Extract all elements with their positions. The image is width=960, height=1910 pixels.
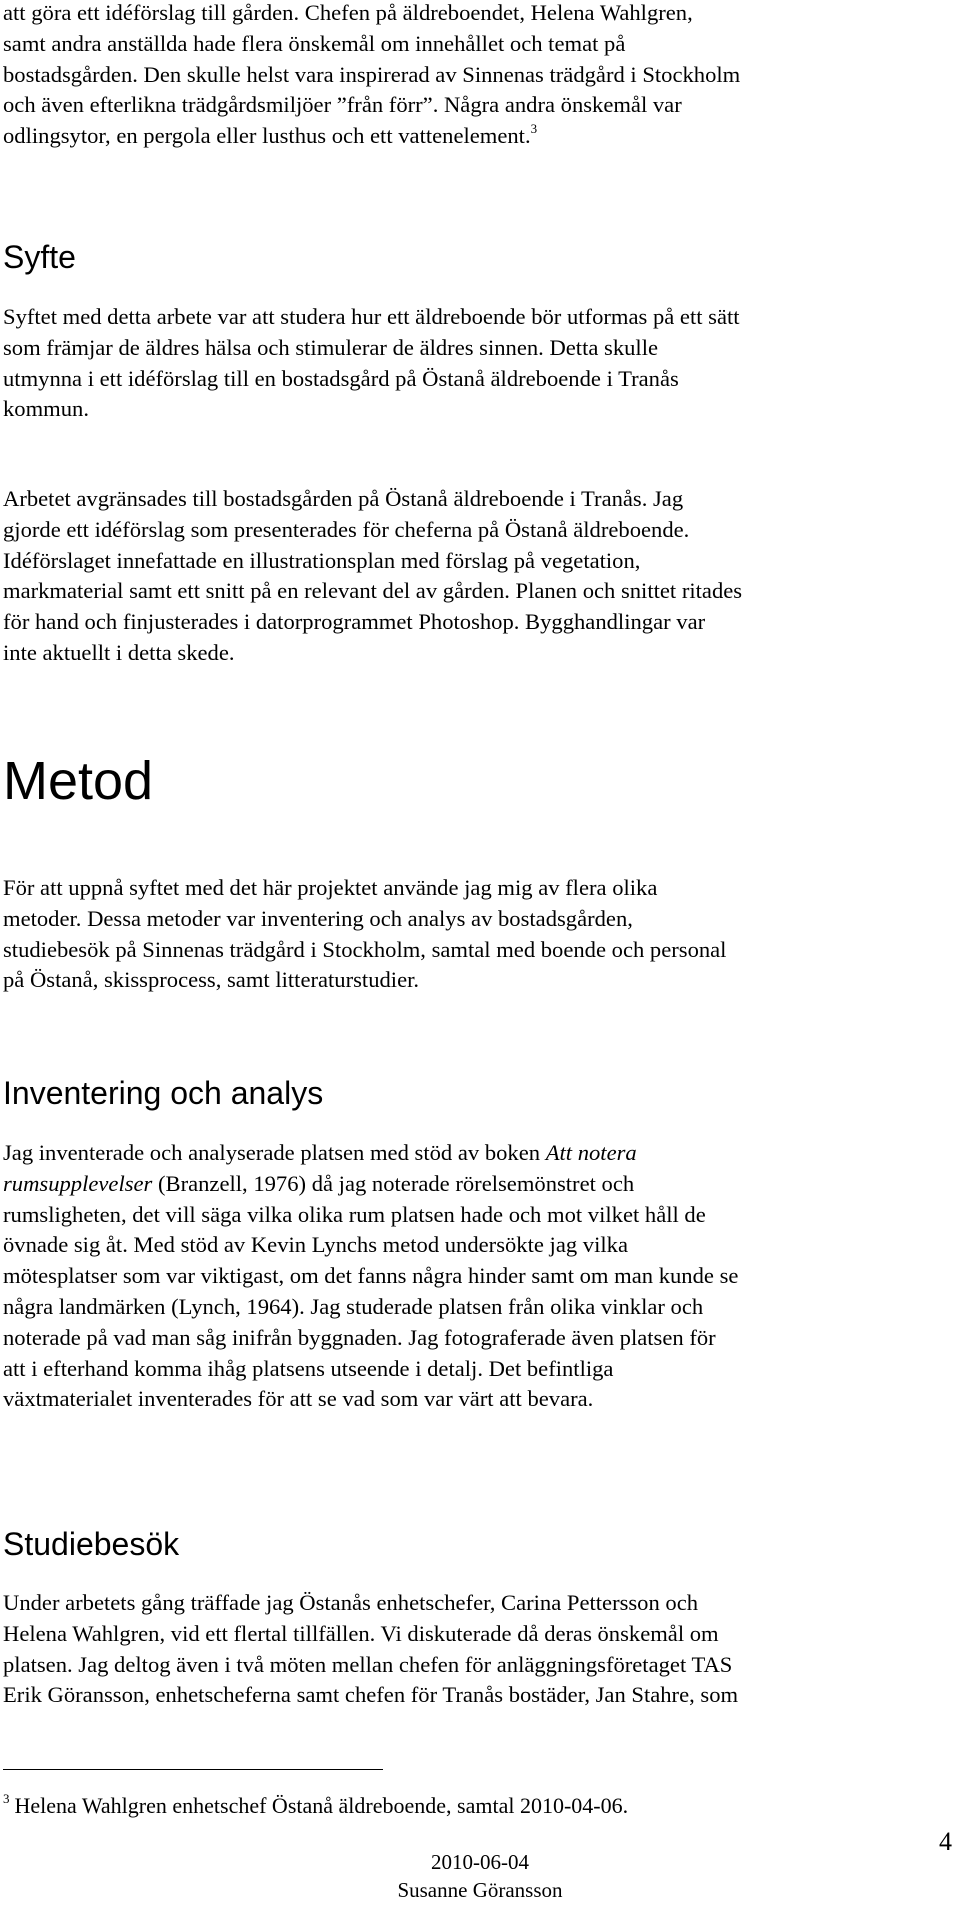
footnote-text: Helena Wahlgren enhetschef Östanå äldreboende, samtal 2010-04-06. [14, 1793, 629, 1818]
metod-paragraph: För att uppnå syftet med det här projektet använde jag mig av flera olika metoder. Dessa metoder var inventering och analys av bostadsgården, studiebesök på Sinnenas trädgård i Stockholm, samtal med boende och personal på Östanå, skissprocess, samt litteraturstudier. [3, 875, 727, 993]
heading-inventering: Inventering och analys [3, 1075, 324, 1111]
footer-date: 2010-06-04 [431, 1850, 529, 1874]
syfte-paragraph-2: Arbetet avgränsades till bostadsgården på Östanå äldreboende i Tranås. Jag gjorde ett idéförslag som presenterades för cheferna på Östanå äldreboende. Idéförslaget innefattade en illustrationsplan med förslag på vegetation, markmaterial samt ett snitt på en relevant del av gården. Planen och snittet ritades för hand och finjusterades i datorprogrammet Photoshop. Bygghandlingar var inte aktuellt i detta skede. [3, 486, 743, 665]
intro-paragraph [3, 0, 955, 152]
syfte-paragraph-1: Syftet med detta arbete var att studera hur ett äldreboende bör utformas på ett sätt som främjar de äldres hälsa och stimulerar de äldres sinnen. Detta skulle utmynna i ett idéförslag till en bostadsgård på Östanå äldreboende i Tranås kommun. [3, 304, 740, 422]
heading-studiebesok: Studiebesök [3, 1526, 180, 1562]
footnote-number: 3 [3, 1791, 10, 1806]
heading-metod: Metod [3, 751, 154, 811]
page-number: 4 [939, 1827, 952, 1856]
footnote-reference: 3 [530, 120, 538, 136]
book-title: Att notera rumsupplevelser [3, 1140, 637, 1196]
footnote-divider [3, 1769, 383, 1770]
studiebesok-paragraph: Under arbetets gång träffade jag Östanås enhetschefer, Carina Pettersson och Helena Wahlgren, vid ett flertal tillfällen. Vi diskuterade då deras önskemål om platsen. Jag deltog även i två möten mellan chefen för anläggningsföretaget TAS Erik Göransson, enhetscheferna samt chefen för Tranås bostäder, Jan Stahre, som [3, 1590, 739, 1708]
heading-syfte: Syfte [3, 239, 76, 275]
footnote [3, 1792, 628, 1823]
footer-author: Susanne Göransson [397, 1878, 563, 1902]
intro-text: att göra ett idéförslag till gården. Chefen på äldreboendet, Helena Wahlgren, samt andra anställda hade flera önskemål om innehållet och temat på bostadsgården. Den skulle helst vara inspirerad av Sinnenas trädgård i Stockholm och även efterlikna trädgårdsmiljöer ”från förr”. Några andra önskemål var odlingsytor, en pergola eller lusthus och ett vattenelement. [3, 0, 741, 149]
inventering-text-start: Jag inventerade och analyserade platsen med stöd av boken [3, 1140, 546, 1165]
inventering-text-rest: (Branzell, 1976) då jag noterade rörelsemönstret och rumsligheten, det vill säga vilka olika rum platsen hade och mot vilket håll de övnade sig åt. Med stöd av Kevin Lynchs metod undersökte jag vilka mötesplatser som var viktigast, om det fanns några hinder samt om man kunde se några landmärken (Lynch, 1964). Jag studerade platsen från olika vinklar och noterade på vad man såg inifrån byggnaden. Jag fotograferade även platsen för att i efterhand komma ihåg platsens utseende i detalj. Det befintliga växtmaterialet inventerades för att se vad som var värt att bevara. [3, 1170, 739, 1412]
inventering-paragraph [3, 1138, 955, 1415]
